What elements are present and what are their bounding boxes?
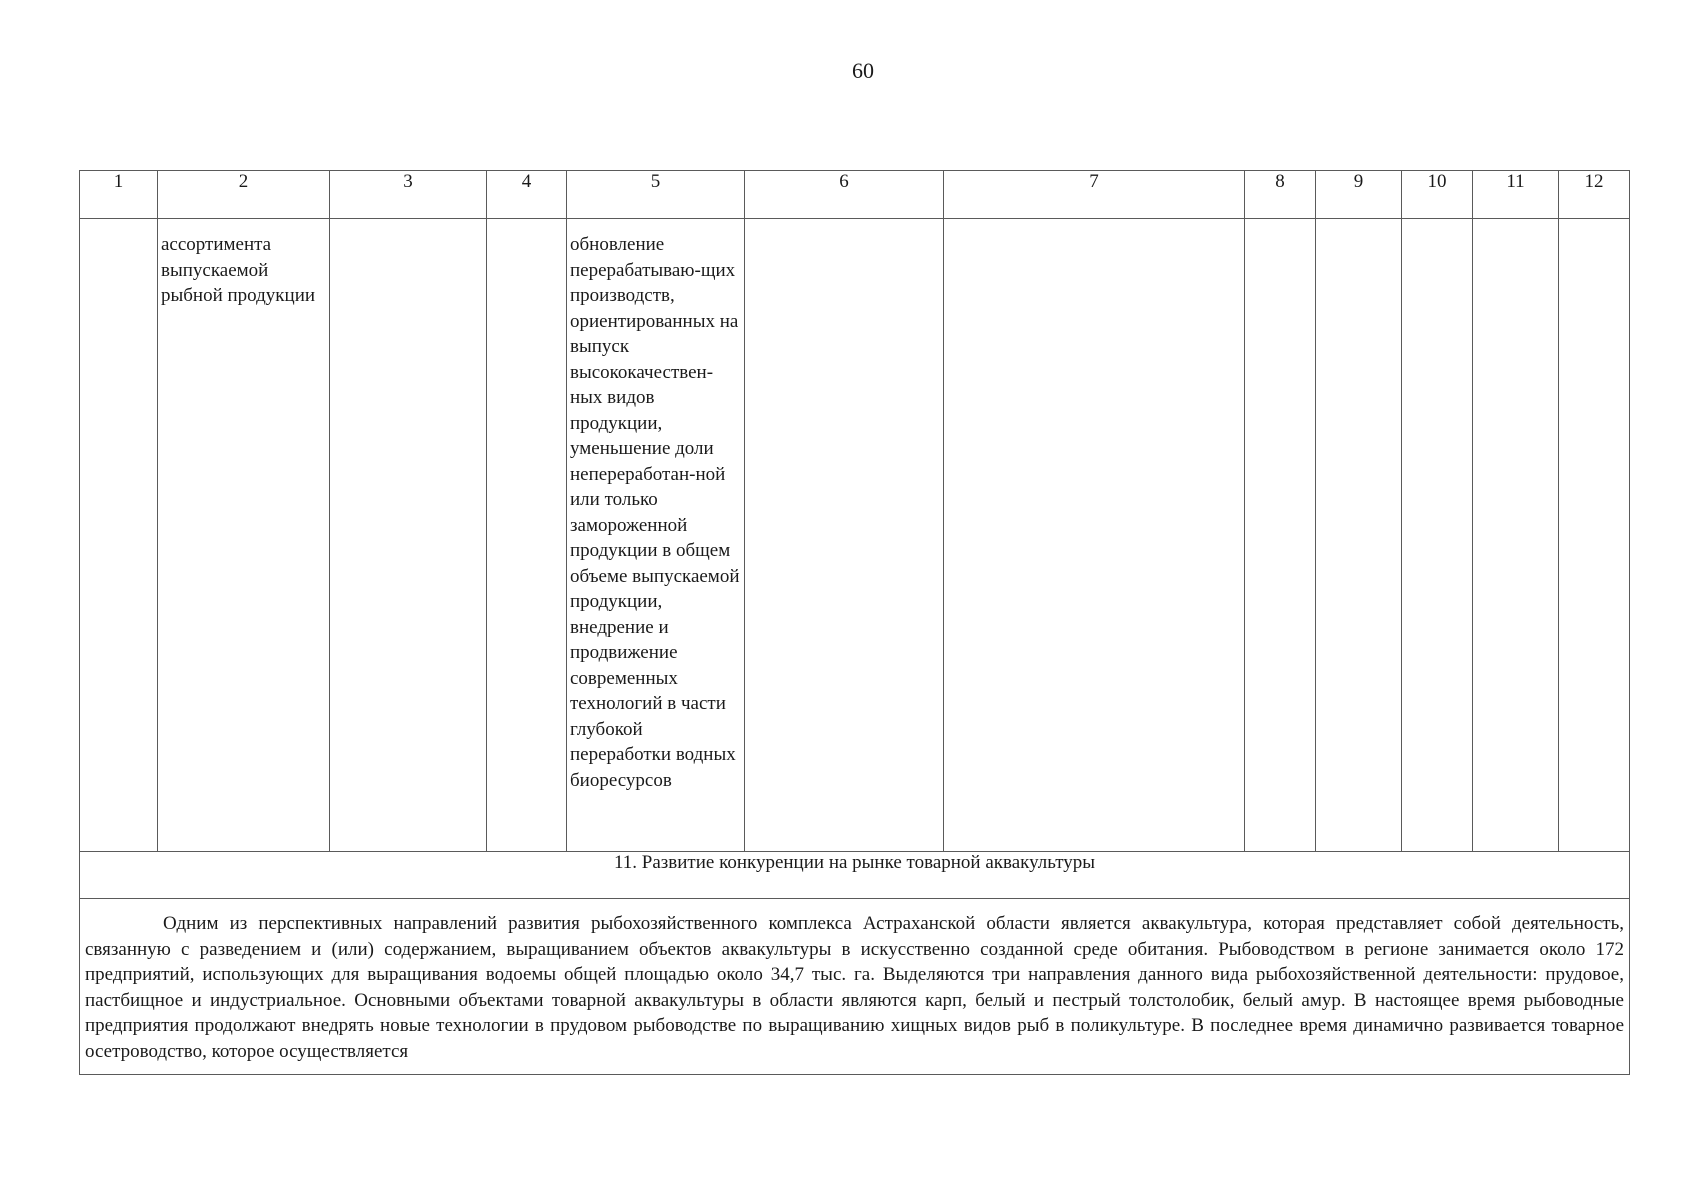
cell-text bbox=[1316, 219, 1401, 232]
cell-col-2 bbox=[158, 219, 330, 852]
cell-text bbox=[330, 219, 486, 232]
page-number: 60 bbox=[852, 58, 874, 83]
column-header-2: 2 bbox=[158, 171, 330, 219]
column-header-8: 8 bbox=[1245, 171, 1316, 219]
section-heading: 11. Развитие конкуренции на рынке товарной аквакультуры bbox=[80, 852, 1630, 899]
cell-col-11 bbox=[1473, 219, 1559, 852]
column-header-7: 7 bbox=[944, 171, 1245, 219]
cell-col-9 bbox=[1316, 219, 1402, 852]
cell-col-1 bbox=[80, 219, 158, 852]
cell-text bbox=[1245, 219, 1315, 232]
cell-text bbox=[745, 219, 943, 232]
column-header-9: 9 bbox=[1316, 171, 1402, 219]
cell-col-10 bbox=[1402, 219, 1473, 852]
cell-col-4 bbox=[487, 219, 567, 852]
cell-text bbox=[80, 219, 157, 232]
cell-text bbox=[1473, 219, 1558, 232]
cell-text bbox=[1559, 219, 1629, 232]
column-header-5: 5 bbox=[567, 171, 745, 219]
column-header-3: 3 bbox=[330, 171, 487, 219]
cell-col-8 bbox=[1245, 219, 1316, 852]
cell-text: обновление перерабатываю-щих производств, ориентированных на выпуск высококачествен-ных видов продукции, уменьшение доли непереработан-ной или только замороженной продукции в общем объеме выпускаемой продукции, внедрение и продвижение современных технологий в части глубокой переработки водных биоресурсов bbox=[570, 234, 740, 791]
column-header-6: 6 bbox=[745, 171, 944, 219]
column-header-1: 1 bbox=[80, 171, 158, 219]
cell-text bbox=[944, 219, 1244, 232]
cell-text bbox=[1402, 219, 1472, 232]
column-header-12: 12 bbox=[1559, 171, 1630, 219]
column-header-4: 4 bbox=[487, 171, 567, 219]
column-header-10: 10 bbox=[1402, 171, 1473, 219]
paragraph-row bbox=[80, 899, 1630, 1075]
paragraph-cell bbox=[80, 899, 1630, 1075]
cell-col-3 bbox=[330, 219, 487, 852]
document-table bbox=[79, 170, 1630, 1075]
paragraph-text: Одним из перспективных направлений развития рыбохозяйственного комплекса Астраханской области является аквакультура, которая представляет собой деятельность, связанную с разведением и (или) содержанием, выращиванием объектов аквакультуры в искусственно созданной среде обитания. Рыбоводством в регионе занимается около 172 предприятий, использующих для выращивания водоемы общей площадью около 34,7 тыс. га. Выделяются три направления данного вида рыбохозяйственной деятельности: прудовое, пастбищное и индустриальное. Основными объектами товарной аквакультуры в области являются карп, белый и пестрый толстолобик, белый амур. В настоящее время рыбоводные предприятия продолжают внедрять новые технологии в прудовом рыбоводстве по выращиванию хищных видов рыб в поликультуре. В последнее время динамично развивается товарное осетроводство, которое осуществляется bbox=[85, 913, 1624, 1062]
cell-text bbox=[487, 219, 566, 232]
cell-text: ассортимента выпускаемой рыбной продукции bbox=[161, 234, 316, 306]
cell-col-6 bbox=[745, 219, 944, 852]
cell-col-12 bbox=[1559, 219, 1630, 852]
cell-col-7 bbox=[944, 219, 1245, 852]
cell-col-5 bbox=[567, 219, 745, 852]
header-row bbox=[80, 171, 1630, 219]
table-row bbox=[80, 219, 1630, 852]
section-heading-row bbox=[80, 852, 1630, 899]
column-header-11: 11 bbox=[1473, 171, 1559, 219]
